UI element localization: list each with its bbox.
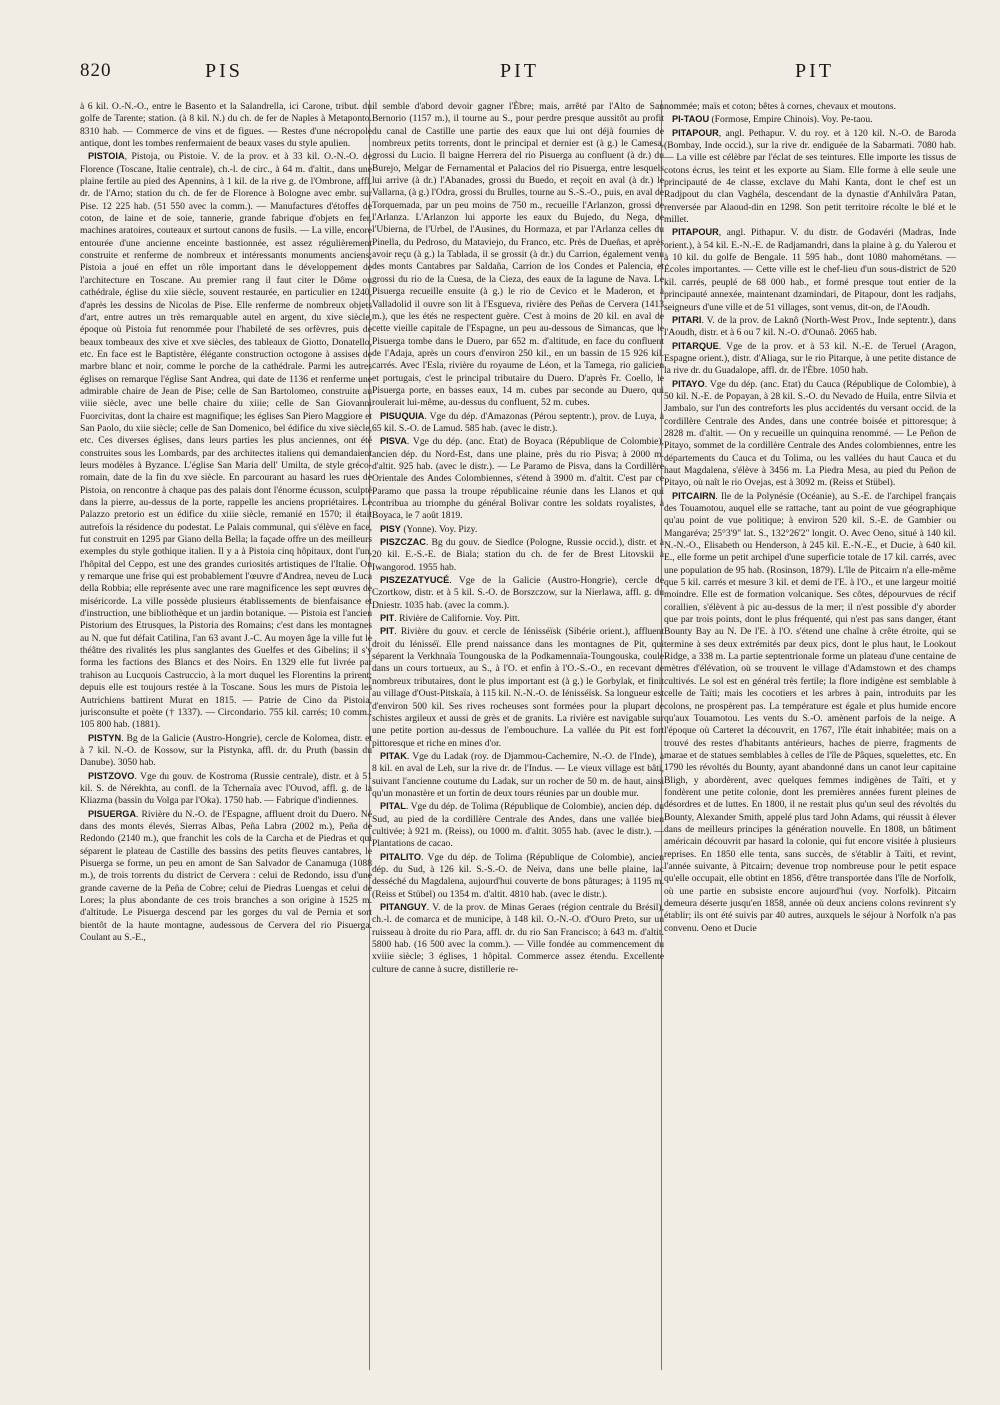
entry-headword: PITALITO — [380, 851, 422, 862]
entry-text: . Vge de la prov. et à 53 kil. N.-E. de Teruel (Aragon, Espagne orient.), distr. d'Aliaga, sur le rio Pitarque, à une petite distance de la rive dr. du Guadalope, affl. dr. de l'Èbre. 1050 hab. — [664, 340, 956, 377]
entry-headword: PITAK — [380, 750, 407, 761]
running-header — [80, 60, 960, 88]
entry-text: . Vge du dép. de Tolima (République de Colombie), ancien dép. du Sud, au pied de la cordillère Centrale des Andes, dans une vallée bien cultivée; à 921 m. (Reiss), ou 1000 m. d'altit. 3055 hab. (avec le distr.). — Plantations de cacao. — [372, 801, 664, 850]
entry-text: . Bg de la Galicie (Austro-Hongrie), cercle de Kolomea, distr. et à 7 kil. N.-O. de Kossow, sur la Pistynka, affl. dr. du Pruth (bassin du Danube). 3050 hab. — [80, 732, 372, 769]
dictionary-entry — [80, 732, 372, 770]
entry-headword: PISTOIA — [88, 151, 125, 162]
entry-headword: PISVA — [380, 436, 407, 447]
entry-headword: PIT — [380, 613, 395, 624]
entry-text: , angl. Pethapur. V. du roy. et à 120 kil. N.-O. de Baroda (Bombay, Inde occid.), sur la rive dr. endiguée de la Sabarmati. 7080 hab. — La ville est célèbre par l'éclat de ses teintures. Elle importe les tissus de cotons écrus, les teint et les exporte au Siam. Elle forme à elle seule une principauté de 4e classe, exclave du Mahi Kanta, dont le chef est un Radjpout du clan Vaghéla, descendant de la dynastie d'Anhilvâra Patan, renversée par Alaoud-din en 1298. Son petit territoire récolte le blé et le millet. — [664, 127, 956, 226]
dictionary-entry — [372, 625, 664, 749]
dictionary-entry — [372, 523, 664, 536]
entry-headword: PI-TAOU — [672, 114, 710, 125]
entry-text: . Rivière du gouv. et cercle de Iénisséïsk (Sibérie orient.), affluent droit du Iénisséï. Elle prend naissance dans les montagnes de Pit, qui séparent la Verkhnaïa Toungouska de la Podkamennaïa-Toungouska, coule dans un cours tortueux, au S., à l'O. et enfin à l'O.-S.-O., en recevant de nombreux tributaires, dont le plus important est (à g.) le Gorbylak, et finit au village d'Oust-Pitskaïa, à 115 kil. N.-N.-O. de Iénisséïsk. Sa longueur est d'environ 500 kil. Ses rives rocheuses sont formées pour la plupart de schistes argileux et aussi de grès et de granits. La rivière est navigable sur une petite portion au-dessus de l'embouchure. La vallée du Pit est fort pittoresque et riche en mines d'or. — [372, 626, 664, 749]
entry-text: . Vge du dép. (anc. Etat) du Cauca (République de Colombie), à 50 kil. N.-E. de Popayan, à 28 kil. S.-O. du Nevado de Huila, entre Silvia et Jambalo, sur l'un des contreforts les plus accidentés du versant occid. de la cordillère Centrale des Andes, dans une contrée boisée et pittoresque; à 2828 m. d'altit. — On y recueille un quinquina renommé. — Le Peñon de Pitayo, sommet de la cordillère Centrale des Andes colombiennes, entre les départements du Cauca et du Tolima, ou les vallées du haut Cauca et du haut Magdalena, s'élève à 3456 m. La Piedra Mesa, au pied du Peñon de Pitayo, où naît le rio Ovejas, est à 3092 m. (Reiss et Stübel). — [664, 378, 956, 489]
entry-text: . Vge du dép. (anc. Etat) de Boyaca (République de Colombie), ancien dép. du Nord-Est, dans une plaine, près du rio Pisva; à 2000 m. d'altit. 925 hab. (avec le distr.). — Le Paramo de Pisva, dans la Cordillère Orientale des Andes Colombiennes, s'étend à 3900 m. d'altit. C'est par ce Paramo que passa la troupe républicaine réunie dans les Llanos et qui contribua au triomphe du général Bolivar contre les soldats royalistes, à Boyaca, le 7 août 1819. — [372, 436, 664, 522]
entry-headword: PISUERGA — [88, 808, 136, 819]
guide-word-middle: PIT — [500, 60, 539, 82]
entry-text: . Vge du gouv. de Kostroma (Russie centrale), distr. et à 51 kil. S. de Nérekhta, au confl. de la Tchernaïa avec l'Ouvod, affl. g. de la Kliazma (bassin du Volga par l'Oka). 1750 hab. — Fabrique d'indiennes. — [80, 770, 372, 807]
dictionary-entry — [372, 750, 664, 800]
entry-text: . Ile de la Polynésie (Océanie), au S.-E. de l'archipel français des Touamotou, auquel elle se rattache, tant au point de vue géographique qu'au point de vue politique; à environ 520 kil. S.-E. de Gambier ou Mangaréva; 25°3'9" lat. S., 132°26'2" longit. O. Avec Oeno, situé à 140 kil. N.-N.-O., Elisabeth ou Henderson, à 245 kil. E.-N.-E., et Ducie, à 640 kil. E., elle forme un petit archipel d'une superficie totale de 17 kil. carrés, avec une population de 95 hab. (Rosinson, 1879). L'île de Pitcairn n'a elle-même que 5 kil. carrés et mesure 3 kil. et demi de l'E. à l'O., et une largeur moitié moindre. Elle est de formation volcanique. Ses côtes, dépourvues de récif corallien, s'élèvent à pic au-dessus de la mer; il n'est possible d'y aborder que par trois points, dont le plus fréquenté, qui n'est pas sans danger, étant Bounty Bay au N. De l'E. à l'O. s'étend une chaîne à crête étroite, qui se termine à ses deux extrémités par deux pics, dont le plus haut, le Lookout Ridge, a 338 m. La partie septentrionale forme un plateau d'une centaine de mètres d'élévation, où se trouvent le village d'Adamstown et des champs cultivés. Le sol est en général très fertile; la flore indigène est semblable à celle de Taïti; mais les cocotiers et les arbres à pain, introduits par les colons, ne prospèrent pas. La température est égale et plus humide encore qu'aux Touamotou. Les vents du S.-O. amènent parfois de la neige. A l'époque où Carteret la découvrit, en 1767, l'île était inhabitée; mais on a trouvé des restes d'habitants antérieurs, haches de pierre, fragments de marae et de statues semblables à celles de l'île de Pâques, squelettes, etc. En 1790 les révoltés du Bounty, ayant abandonné dans un canot leur capitaine Bligh, y abordèrent, avec quelques femmes indigènes de Taïti, et y fondèrent une petite colonie, dont les premières années furent pleines de désordres et de luttes. En 1800, il ne restait plus qu'un seul des révoltés du Bounty, Alexander Smith, appelé plus tard John Adams, qui réussit à élever dans de meilleurs principes la génération nouvelle. En 1808, un bâtiment américain découvrit par hasard la colonie, qui fut encore visitée à plusieurs reprises. En 1850 elle tenta, sans succès, de s'établir à Taïti, et revint, l'année suivante, à Pitcairn; devenue trop nombreuse pour le petit espace qu'elle occupait, elle obtint en 1856, d'être transportée dans l'île de Norfolk, où une partie en subsiste encore aujourd'hui (voy. Norfolk). Pitcairn demeura déserte jusqu'en 1858, année où deux anciens colons revinrent s'y établir; ils ont été suivis par 40 autres, auxquels le séjour à Norfolk n'a pas convenu. Oeno et Ducie — [664, 490, 956, 934]
dictionary-entry — [664, 378, 956, 490]
entry-text: (Formose, Empire Chinois). Voy. Pe-taou. — [709, 114, 873, 126]
dictionary-entry — [664, 226, 956, 313]
entry-text: . Bg du gouv. de Siedlce (Pologne, Russie occid.), distr. et à 20 kil. E.-S.-E. de Biala; station du ch. de fer de Brest Litovskii à Iwangorod. 1955 hab. — [372, 537, 664, 573]
dictionary-entry — [664, 314, 956, 340]
dictionary-entry — [372, 612, 664, 625]
entry-headword: PITARI — [672, 314, 702, 325]
dictionary-entry — [372, 800, 664, 850]
entry-headword: PISZEZATYUCÉ — [380, 575, 450, 586]
dictionary-entry — [372, 851, 664, 901]
entry-text: , angl. Pithapur. V. du distr. de Godavéri (Madras, Inde orient.), à 54 kil. E.-N.-E. de Radjamandri, dans la plaine à g. du Yalerou et à 10 kil. du golfe de Bengale. 11 595 hab., dont 1080 mahométans. — Écoles importantes. — Cette ville est le chef-lieu d'un sous-district de 520 kil. carrés, peuplé de 68 000 hab., et formé presque tout entier de la principauté annexée, maintenant dzamindari, de Pitapour, dont les radjahs, seigneurs d'une ville et de 51 villages, sont venus, dit-on, de l'Aoudh. — [664, 227, 956, 313]
dictionary-entry — [664, 100, 956, 113]
entry-text: . V. de la prov. de Laknô (North-West Prov., Inde septentr.), dans l'Aoudh, distr. et à 6 ou 7 kil. N.-O. d'Ounaô. 2065 hab. — [664, 314, 956, 339]
entry-headword: PIT — [380, 626, 395, 637]
entry-headword: PITARQUE — [672, 340, 719, 351]
dictionary-entry — [80, 770, 372, 808]
dictionary-entry — [372, 435, 664, 522]
dictionary-entry — [664, 127, 956, 227]
entry-text: (Yonne). Voy. Pizy. — [400, 523, 478, 535]
guide-word-right: PIT — [795, 60, 834, 82]
dictionary-entry — [80, 100, 372, 150]
text-column-3 — [664, 100, 956, 1380]
entry-headword: PISY — [380, 523, 401, 534]
entry-headword: PITCAIRN — [672, 490, 716, 501]
entry-headword: PITAL — [380, 801, 406, 812]
dictionary-entry — [664, 490, 956, 935]
entry-headword: PITAPOUR — [672, 227, 719, 238]
dictionary-entry — [372, 100, 664, 410]
dictionary-entry — [80, 150, 372, 731]
dictionary-entry — [372, 410, 664, 436]
entry-text: à 6 kil. O.-N.-O., entre le Basento et la Salandrella, ici Carone, tribut. du golfe de Tarente; station. (à 8 kil. N.) du ch. de fer de Naples à Metaponto. 8310 hab. — Commerce de vins et de figues. — Restes d'une nécropole antique, dont les tombes renfermaient de beaux vases du style apulien. — [80, 101, 372, 150]
dictionary-entry — [372, 901, 664, 976]
entry-headword: PITAYO — [672, 378, 705, 389]
guide-word-left: PIS — [205, 60, 243, 82]
entry-headword: PISTYN — [88, 732, 122, 743]
entry-text: . Rivière du N.-O. de l'Espagne, affluent droit du Duero. Né dans des monts élevés, Sierras Albas, Peña Labra (2002 m.), Peña de Redondo (2140 m.), que franchit les cols de la Carcha et de Piedras et qui séparent le plateau de Castille des bassins des petits fleuves cantabres, le Pisuerga se forme, un peu en amont de San Salvador de Canamuga (1088 m.), de trois torrents du district de Cervera : celui de Redondo, issu d'une grande caverne de la Peña de Cobre; celui de Piedras Luengas et celui de Lores; la plus abondante de ces trois branches a son origine à 1525 m. d'altitude. Le Pisuerga descend par les gorges du val de Pernia et sort bientôt de la haute montagne, audessous de Cervera del rio Pisuerga. Coulant au S.-E., — [80, 808, 372, 944]
text-column-1 — [80, 100, 372, 1380]
entry-text: . V. de la prov. de Minas Geraes (région centrale du Brésil), ch.-l. de comarca et de municipe, à 148 kil. O.-N.-O. d'Ouro Preto, sur un ruisseau à droite du rio Para, affl. dr. du rio San Francisco; à 643 m. d'altit. 5800 hab. (16 500 avec la comm.). — Ville fondée au commencement du xviiie siècle; 3 églises, 1 hôpital. Commerce assez étendu. Excellente culture de canne à sucre, distillerie re- — [372, 902, 664, 975]
entry-headword: PITANGUY — [380, 902, 427, 912]
text-column-2 — [372, 100, 664, 1380]
dictionary-entry — [664, 113, 956, 126]
entry-headword: PISZCZAC — [380, 537, 426, 548]
entry-headword: PITAPOUR — [672, 127, 719, 138]
entry-headword: PISTZOVO — [88, 770, 135, 781]
page-number: 820 — [80, 60, 112, 81]
entry-text: nommée; maïs et coton; bêtes à cornes, chevaux et moutons. — [664, 101, 897, 112]
entry-text: . Vge du Ladak (roy. de Djammou-Cachemire, N.-O. de l'Inde), à 8 kil. en aval de Leh, sur la rive dr. de l'Indus. — Le vieux village est bâti, suivant l'ancienne coutume du Ladak, sur un rocher de 50 m. de haut, ainsi qu'un monastère et un fortin de deux tours réunies par un double mur. — [372, 750, 664, 799]
entry-text: . Vge du dép. d'Amazonas (Pérou septentr.), prov. de Luya, à 65 kil. S.-O. de Lamud. 585 hab. (avec le distr.). — [372, 410, 664, 434]
dictionary-entry — [372, 574, 664, 612]
dictionary-entry — [372, 536, 664, 574]
entry-text: il semble d'abord devoir gagner l'Èbre; mais, arrêté par l'Alto de San Bernorio (1157 m.), il tourne au S., pour perdre presque aussitôt au profit du canal de Castille une partie des eaux que lui ont déjà fournies de nombreux petits torrents, dont le principal et dernier est (à g.) le Camesa, grossi du Lucio. Il baigne Herrera del rio Pisuerga au confluent (à dr.) du Burejo, Melgar de Fernamental et Palacios del rio Pisuerga, entre lesquels lui arrive (à dr.) l'Abanades, grossi du Buedo, et reçoit en aval (à dr.) le Vallarna, (à g.) l'Odra, grossi du Brulles, tourne au S.-S.-O., puis, en aval de Torquemada, par un peu moins de 750 m., recueille l'Arlanzon, grossi de l'Arlanza. L'Arlanzon lui apporte les eaux du Bujedo, du Nega, de l'Ubierna, de l'Urbel, de l'Ausines, du Hormaza, et par l'Arlanza celles du Pinella, du Pedroso, du Mataviejo, du Franco, etc. Près de Dueñas, et après avoir reçu (à g.) la Tablada, il se grossit (à dr.) du Carrion, également venu des monts Cantabres par Saldaña, Carrion de los Condes et Palencia, et grossi du rio de la Cuesa, de la Cieza, des eaux de la lagune de Nava. Le Pisuerga recueille ensuite (à g.) le rio de Cevico et le Maderon, et à Valladolid il ouvre son lit à l'Esgueva, rivière des Peñas de Cervera (1413 m.), que les étés ne respectent guère. C'est à moins de 20 kil. en aval de cette vieille capitale de l'Espagne, un peu au-dessous de Simancas, que le Pisuerga tombe dans le Duero, par 652 m. d'altitude, en face du confluent de l'Adaja, après un cours d'environ 250 kil., en un bassin de 15 926 kil. carrés. Avec l'Esla, rivière du royaume de Léon, et la Tamega, rio galicien et portugais, c'est le principal tributaire du Duero. D'après Fr. Coello, le Pisuerga porte, en basses eaux, 14 m. cubes par seconde au Duero, qui roulerait lui-même, au-dessus du confluent, 52 m. cubes. — [372, 101, 664, 409]
dictionary-entry — [664, 340, 956, 378]
entry-text: . Vge de la Galicie (Austro-Hongrie), cercle de Czortkow, distr. et à 5 kil. S.-O. de Borszczow, sur la Nierlawa, affl. g. du Dniestr. 1035 hab. (avec la comm.). — [372, 575, 664, 611]
entry-text: , Pistoja, ou Pistoie. V. de la prov. et à 33 kil. O.-N.-O. de Florence (Toscane, Italie centrale), ch.-l. de circ., à 64 m. d'altit., dans une plaine fertile au pied des Apennins, à 1 kil. de la rive g. de l'Ombrone, affl. dr. de l'Arno; station du ch. de fer de Florence à Bologne avec embr. sur Pise. 12 225 hab. (51 550 avec la comm.). — Manufactures d'étoffes de coton, de laine et de soie, tannerie, grande fabrique d'objets en fer, machines aratoires, couteaux et surtout canons de fusils. — La ville, encore entourée d'une ancienne enceinte bastionnée, est assez régulièrement construite et renferme de nombreux et intéressants monuments anciens; Pistoia a joué en effet un rôle important dans le développement de l'architecture en Toscane. Au premier rang il faut citer le Dôme ou cathédrale, église du xiie siècle, souvent restaurée, en particulier en 1240, d'après les dessins de Nicolas de Pise. Elle renferme de nombreux objets d'art, entre autres un très remarquable autel en argent, du xive siècle, époque où Pistoia fut renommée pour l'habileté de ses orfèvres, puis de beaux tombeaux des xive et xve siècles, des tableaux de Giotto, Donatello, etc. En face est le Baptistère, élégante construction octogone à assises de marbre blanc et noir, comme le porche de la cathédrale. Parmi les autres églises on remarque l'église Sant Andrea, qui date de 1136 et renferme une admirable chaire de Jean de Pise; celle de San Bartolomeo, construite au viiie siècle, avec une belle chaire du xiiie; celle de San Giovanni Fuorcivitas, dont la chaire est magnifique; les églises San Piero Maggiore et San Paolo, du xiie siècle; celle de San Domenico, bel édifice du xive siècle, etc. Ces diverses églises, dans leurs parties les plus anciennes, ont été construites sous les Lombards, par des architectes italiens qui demandaient leurs modèles à Byzance. L'église San Maria dell' Umilta, de style gréco-romain, date de la fin du xve siècle. En parcourant au hasard les rues de Pistoia, on rencontre à chaque pas des palais dont l'énorme écusson, sculpté dans la pierre, au-dessus de la porte, rappelle les anciens propriétaires. Le Palazzo pretorio est un édifice du xiiie siècle, remanié en 1570; il était autrefois la résidence du podestat. Le Palais communal, qui s'élève en face, fut construit en 1295 par Giano della Bella; la façade offre un des meilleurs exemples du style gothique italien. Il y a à Pistoia cinq hôpitaux, dont l'un, l'hôpital del Ceppo, est une des grandes curiosités artistiques de l'Italie. On y remarque une frise qui est probablement l'œuvre d'Andrea, neveu de Luca della Robbia; elle représente avec une rare magnificence les sept œuvres de miséricorde. La ville possède plusieurs établissements de bienfaisance et d'instruction, une bibliothèque et un jardin botanique. — Pistoia est l'ancien Pistorium des Etrusques, la Pistoria des Romains; c'est dans les montagnes au N. que fut défait Catilina, l'an 63 avant J.-C. Au moyen âge la ville fut le théâtre des rivalités les plus sanglantes des Guelfes et des Gibelins; il s'y forma les factions des Blancs et des Noirs. En 1329 elle fut livrée par trahison au Lucquois Castruccio, à la mort duquel les Florentins la prirent; depuis elle est toujours restée à la Toscane. Sous les murs de Pistoia les Autrichiens battirent Murat en 1815. — Patrie de Cino da Pistoia, jurisconsulte et poète († 1337). — Circondario. 755 kil. carrés; 10 comm.; 105 800 hab. (1881). — [80, 151, 372, 731]
entry-text: . Rivière de Californie. Voy. Pitt. — [394, 613, 520, 625]
entry-text: . Vge du dép. de Tolima (République de Colombie), ancien dép. du Sud, à 126 kil. S.-S.-O. de Neiva, dans une belle plaine, lac desséché du Magdalena, aujourd'hui couverte de bons pâturages; à 1195 m. (Reiss et Stübel) ou 1354 m. d'altit. 4810 hab. (avec le distr.). — [372, 851, 664, 900]
entry-headword: PISUQUIA — [380, 410, 425, 421]
dictionary-entry — [80, 808, 372, 945]
